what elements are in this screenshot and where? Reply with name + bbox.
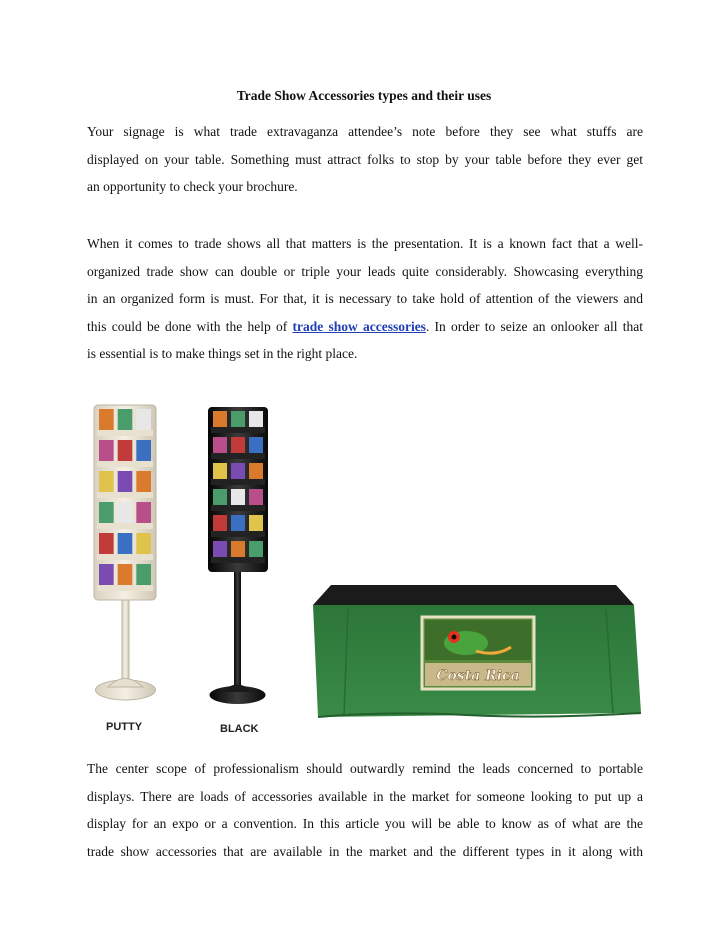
pocket-lip	[211, 479, 265, 485]
text-line: Your signage is what trade extravaganza attendee’s note before they see what stuffs are	[87, 124, 643, 139]
text-line: in an organized form is must. For that, it is necessary to take hold of attention of the viewers and	[87, 291, 643, 306]
pocket-lip	[97, 523, 153, 529]
caption-putty: PUTTY	[106, 721, 143, 733]
text-segment: . In order to seize an onlooker all that	[425, 318, 643, 334]
text-line: organized trade show can double or triple your leads quite considerably. Showcasing everything	[87, 263, 643, 279]
black-literature-rack	[208, 407, 268, 704]
pocket-lip	[97, 461, 153, 467]
costa-rica-banner	[422, 617, 534, 689]
text-segment: this could be done with the help of	[87, 318, 293, 334]
paragraph-presentation	[87, 230, 643, 368]
text-line: When it comes to trade shows all that matters is the presentation. It is a known fact that a well-	[87, 236, 643, 251]
pocket-lip	[97, 430, 153, 436]
pocket-lip	[97, 585, 153, 591]
text-line: trade show accessories that are available in the market and the different types in it along with	[87, 843, 643, 859]
text-line: display for an expo or a convention. In this article you will be able to know as of what are the	[87, 816, 643, 831]
banner-text: Costa Rica	[436, 668, 520, 684]
pocket-lip	[97, 554, 153, 560]
pocket-lip	[211, 453, 265, 459]
pocket-lip	[211, 557, 265, 563]
document-title: Trade Show Accessories types and their uses	[236, 88, 492, 103]
text-line: an opportunity to check your brochure.	[87, 179, 298, 194]
table-with-tablecloth	[313, 585, 641, 717]
text-line: displayed on your table. Something must attract folks to stop by your table before they ever get	[87, 151, 643, 167]
text-line: The center scope of professionalism should outwardly remind the leads concerned to portable	[87, 761, 643, 776]
pocket-lip	[211, 505, 265, 511]
pocket-lip	[97, 492, 153, 498]
text-line: is essential is to make things set in the right place.	[87, 346, 358, 361]
paragraph-professionalism	[87, 755, 643, 865]
trade-show-accessories-link[interactable]: trade show accessories	[292, 318, 426, 334]
product-photo	[86, 395, 646, 740]
accessories-illustration	[86, 395, 646, 740]
text-line: displays. There are loads of accessories available in the market for someone looking to put up a	[87, 788, 643, 804]
caption-black: BLACK	[220, 723, 259, 735]
pocket-lip	[211, 531, 265, 537]
text-line-with-link	[87, 313, 643, 341]
paragraph-signage	[87, 118, 643, 201]
pocket-lip	[211, 427, 265, 433]
putty-literature-rack	[94, 405, 156, 700]
